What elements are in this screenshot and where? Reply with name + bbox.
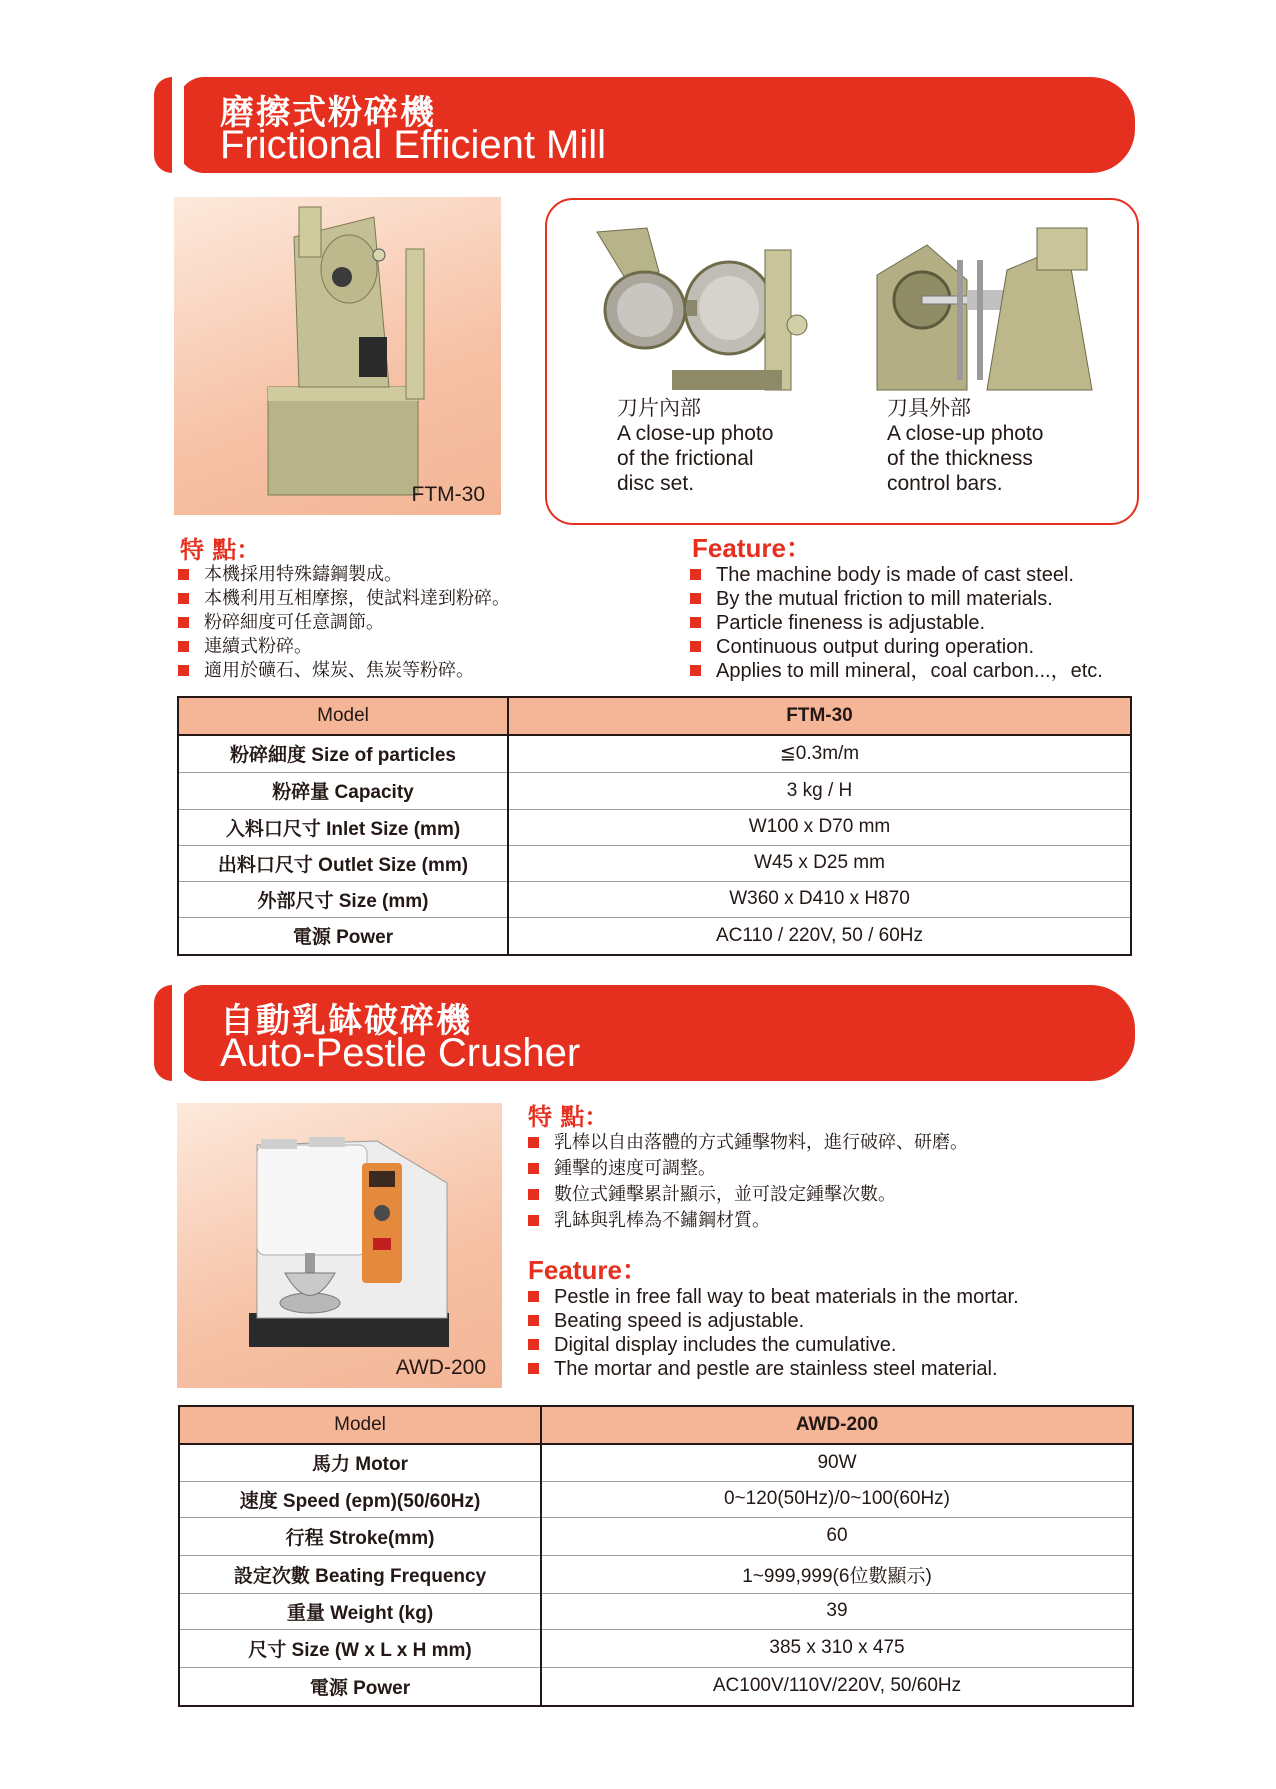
bullet-square-icon bbox=[178, 569, 189, 580]
closeup-images bbox=[547, 200, 1137, 400]
feature-item: Beating speed is adjustable. bbox=[524, 1309, 1019, 1333]
section1-banner bbox=[178, 77, 1135, 173]
table-cell-value: AC110 / 220V, 50 / 60Hz bbox=[508, 917, 1131, 955]
feature-item: The machine body is made of cast steel. bbox=[686, 563, 1103, 587]
table-cell-label: 入料口尺寸 Inlet Size (mm) bbox=[178, 809, 508, 845]
banner-divider bbox=[172, 77, 184, 173]
closeup-caption-1-line: of the frictional bbox=[617, 447, 754, 470]
section2-features-zh-heading: 特 點： bbox=[528, 1103, 609, 1131]
bullet-square-icon bbox=[528, 1363, 539, 1374]
table-cell-value: 0~120(50Hz)/0~100(60Hz) bbox=[541, 1481, 1133, 1517]
bullet-square-icon bbox=[528, 1291, 539, 1302]
banner-divider bbox=[172, 985, 184, 1081]
bullet-square-icon bbox=[528, 1315, 539, 1326]
table-row bbox=[178, 881, 1131, 917]
table-row bbox=[179, 1517, 1133, 1555]
closeup-panel bbox=[545, 198, 1139, 525]
bullet-square-icon bbox=[178, 617, 189, 628]
ftm30-photo bbox=[174, 197, 501, 515]
disc-set-image bbox=[597, 228, 825, 390]
feature-item: 乳棒以自由落體的方式鍾擊物料，進行破碎、研磨。 bbox=[524, 1130, 968, 1156]
feature-item: 數位式鍾擊累計顯示，並可設定鍾擊次數。 bbox=[524, 1182, 968, 1208]
feature-item: Continuous output during operation. bbox=[686, 635, 1103, 659]
table-row bbox=[178, 917, 1131, 955]
feature-item: The mortar and pestle are stainless steel material. bbox=[524, 1357, 1019, 1381]
feature-item: 粉碎細度可任意調節。 bbox=[174, 611, 510, 635]
bullet-square-icon bbox=[178, 593, 189, 604]
banner-tab bbox=[154, 985, 172, 1081]
feature-item: 連續式粉碎。 bbox=[174, 635, 510, 659]
closeup-caption-1-line: disc set. bbox=[617, 472, 695, 495]
table-cell-value: ≦0.3m/m bbox=[508, 735, 1131, 772]
table-cell-label: 馬力 Motor bbox=[179, 1444, 541, 1481]
table-header-row bbox=[179, 1406, 1133, 1444]
table-header-row bbox=[178, 697, 1131, 735]
table-cell-value: 3 kg / H bbox=[508, 772, 1131, 809]
table-cell-label: 尺寸 Size (W x L x H mm) bbox=[179, 1629, 541, 1667]
table-row bbox=[179, 1444, 1133, 1481]
table-cell-value: 90W bbox=[541, 1444, 1133, 1481]
feature-item: Digital display includes the cumulative. bbox=[524, 1333, 1019, 1357]
section2-title-zh: 自動乳缽破碎機 bbox=[220, 1001, 472, 1041]
table-row bbox=[179, 1629, 1133, 1667]
table-cell-value: AC100V/110V/220V, 50/60Hz bbox=[541, 1667, 1133, 1706]
bullet-square-icon bbox=[690, 569, 701, 580]
table-cell-label: 速度 Speed (epm)(50/60Hz) bbox=[179, 1481, 541, 1517]
section1-features-en-heading: Feature： bbox=[692, 533, 812, 563]
closeup-caption-2-line: of the thickness bbox=[887, 447, 1033, 470]
bullet-square-icon bbox=[690, 617, 701, 628]
table-cell-label: 外部尺寸 Size (mm) bbox=[178, 881, 508, 917]
feature-item: 適用於礦石、煤炭、焦炭等粉碎。 bbox=[174, 659, 510, 683]
feature-item: By the mutual friction to mill materials. bbox=[686, 587, 1103, 611]
table-cell-label: 粉碎細度 Size of particles bbox=[178, 735, 508, 772]
table-cell-label: 設定次數 Beating Frequency bbox=[179, 1555, 541, 1593]
closeup-caption-1 bbox=[617, 396, 773, 496]
table-cell-value: 39 bbox=[541, 1593, 1133, 1629]
section1-title-zh: 磨擦式粉碎機 bbox=[220, 93, 436, 133]
bullet-square-icon bbox=[690, 641, 701, 652]
section2-features-en-heading: Feature： bbox=[528, 1255, 648, 1285]
table-row bbox=[178, 809, 1131, 845]
table-cell-value: W360 x D410 x H870 bbox=[508, 881, 1131, 917]
bullet-square-icon bbox=[528, 1163, 539, 1174]
table-row bbox=[179, 1555, 1133, 1593]
ftm30-spec-table bbox=[177, 696, 1132, 956]
bullet-square-icon bbox=[690, 593, 701, 604]
table-row bbox=[178, 735, 1131, 772]
awd200-photo bbox=[177, 1103, 502, 1388]
closeup-caption-2-zh: 刀具外部 bbox=[887, 397, 971, 420]
table-row bbox=[179, 1481, 1133, 1517]
ftm30-machine-image bbox=[174, 197, 501, 515]
table-header-model: Model bbox=[179, 1406, 541, 1444]
ftm30-photo-label: FTM-30 bbox=[411, 483, 485, 506]
closeup-caption-2-line: A close-up photo bbox=[887, 422, 1044, 445]
section1-title-en: Frictional Efficient Mill bbox=[220, 123, 607, 167]
table-cell-value: 1~999,999(6位數顯示) bbox=[541, 1555, 1133, 1593]
section2-title-en: Auto-Pestle Crusher bbox=[220, 1031, 581, 1075]
section2-features-zh bbox=[524, 1130, 968, 1234]
bullet-square-icon bbox=[528, 1215, 539, 1226]
section2-features-en bbox=[524, 1285, 1019, 1381]
bullet-square-icon bbox=[178, 641, 189, 652]
feature-item: 乳缽與乳棒為不鏽鋼材質。 bbox=[524, 1208, 968, 1234]
table-header-value: FTM-30 bbox=[508, 697, 1131, 735]
bullet-square-icon bbox=[690, 665, 701, 676]
closeup-caption-2-line: control bars. bbox=[887, 472, 1003, 495]
bullet-square-icon bbox=[528, 1339, 539, 1350]
table-header-value: AWD-200 bbox=[541, 1406, 1133, 1444]
table-cell-value: 385 x 310 x 475 bbox=[541, 1629, 1133, 1667]
section1-features-zh-heading: 特 點： bbox=[180, 536, 261, 564]
table-cell-label: 行程 Stroke(mm) bbox=[179, 1517, 541, 1555]
table-cell-value: W45 x D25 mm bbox=[508, 845, 1131, 881]
table-cell-label: 重量 Weight (kg) bbox=[179, 1593, 541, 1629]
table-header-model: Model bbox=[178, 697, 508, 735]
awd200-machine-image bbox=[177, 1103, 502, 1388]
table-row bbox=[178, 845, 1131, 881]
closeup-caption-2 bbox=[887, 396, 1043, 496]
section2-banner bbox=[178, 985, 1135, 1081]
thickness-bars-image bbox=[877, 228, 1092, 390]
table-cell-value: W100 x D70 mm bbox=[508, 809, 1131, 845]
closeup-caption-1-line: A close-up photo bbox=[617, 422, 774, 445]
feature-item: Particle fineness is adjustable. bbox=[686, 611, 1103, 635]
feature-item: 本機採用特殊鑄鋼製成。 bbox=[174, 563, 510, 587]
feature-item: 鍾擊的速度可調整。 bbox=[524, 1156, 968, 1182]
feature-item: Pestle in free fall way to beat materials in the mortar. bbox=[524, 1285, 1019, 1309]
table-cell-label: 粉碎量 Capacity bbox=[178, 772, 508, 809]
awd200-photo-label: AWD-200 bbox=[395, 1356, 486, 1379]
table-cell-label: 出料口尺寸 Outlet Size (mm) bbox=[178, 845, 508, 881]
bullet-square-icon bbox=[528, 1189, 539, 1200]
table-cell-label: 電源 Power bbox=[179, 1667, 541, 1706]
table-cell-value: 60 bbox=[541, 1517, 1133, 1555]
table-row bbox=[179, 1667, 1133, 1706]
table-row bbox=[179, 1593, 1133, 1629]
section1-features-zh bbox=[174, 563, 510, 683]
closeup-caption-1-zh: 刀片內部 bbox=[617, 397, 701, 420]
table-row bbox=[178, 772, 1131, 809]
bullet-square-icon bbox=[528, 1137, 539, 1148]
banner-tab bbox=[154, 77, 172, 173]
feature-item: 本機利用互相摩擦，使試料達到粉碎。 bbox=[174, 587, 510, 611]
table-cell-label: 電源 Power bbox=[178, 917, 508, 955]
feature-item: Applies to mill mineral，coal carbon...，etc. bbox=[686, 659, 1103, 683]
bullet-square-icon bbox=[178, 665, 189, 676]
section1-features-en bbox=[686, 563, 1103, 683]
awd200-spec-table bbox=[178, 1405, 1134, 1707]
